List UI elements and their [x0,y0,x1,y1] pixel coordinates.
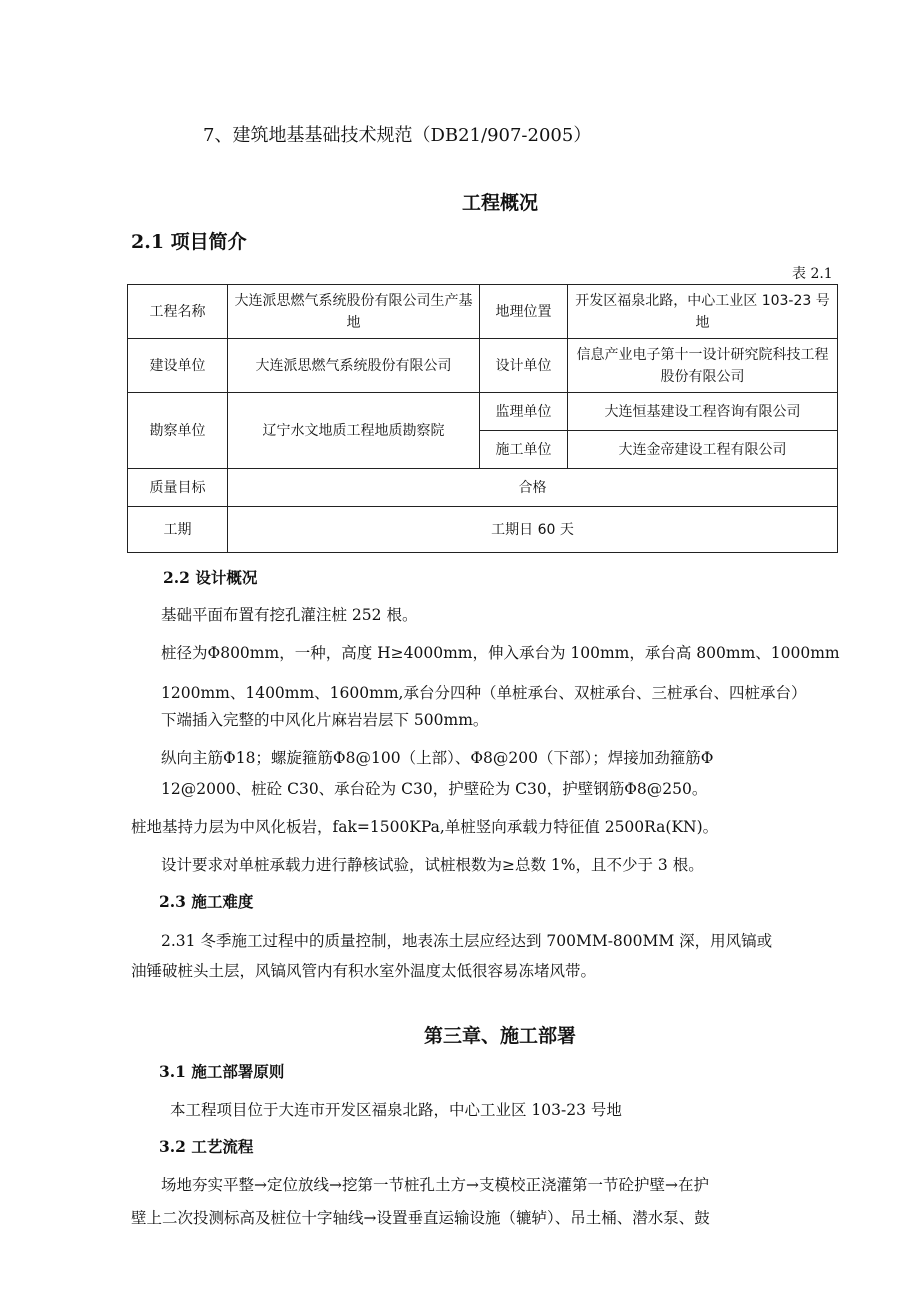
paragraph-line: 桩地基持力层为中风化板岩，fak=1500KPa,单桩竖向承载力特征值 2500Ra(KN)。 [131,818,719,836]
section-3-1-heading: 3.1 施工部署原则 [159,1062,285,1081]
table-cell: 建设单位 [128,339,228,393]
table-cell: 合格 [228,469,838,507]
section-2-2-heading: 2.2 设计概况 [163,568,258,587]
paragraph-line: 2.31 冬季施工过程中的质量控制，地表冻土层应经达到 700MM-800MM 深，用风镐或 [161,932,773,950]
table-row [128,339,838,393]
table-cell: 监理单位 [480,393,568,431]
table-cell: 勘察单位 [128,393,228,469]
table-row [128,285,838,339]
paragraph-line: 纵向主筋Φ18；螺旋箍筋Φ8@100（上部）、Φ8@200（下部）；焊接加劲箍筋Φ [161,749,714,767]
table-cell: 开发区福泉北路，中心工业区 103-23 号地 [568,285,838,339]
paragraph-line: 油锤破桩头土层，风镐风管内有积水室外温度太低很容易冻堵风带。 [131,962,597,980]
paragraph-line: 本工程项目位于大连市开发区福泉北路，中心工业区 103-23 号地 [170,1101,622,1119]
project-info-table [127,284,838,553]
paragraph-line: 1200mm、1400mm、1600mm,承台分四种（单桩承台、双桩承台、三桩承台、四桩承台） [161,684,807,702]
chapter-3-title: 第三章、施工部署 [423,1025,576,1047]
paragraph-line: 桩径为Φ800mm，一种，高度 H≥4000mm，伸入承台为 100mm，承台高 800mm、1000mm [161,644,840,662]
paragraph-line: 12@2000、桩砼 C30、承台砼为 C30，护壁砼为 C30，护壁钢筋Φ8@250。 [161,780,708,798]
table-cell: 大连派思燃气系统股份有限公司 [228,339,480,393]
table-cell: 信息产业电子第十一设计研究院科技工程股份有限公司 [568,339,838,393]
paragraph-line: 基础平面布置有挖孔灌注桩 252 根。 [161,606,418,624]
table-cell: 施工单位 [480,431,568,469]
paragraph-line: 设计要求对单桩承载力进行静核试验，试桩根数为≥总数 1%，且不少于 3 根。 [161,856,704,874]
table-cell: 工期日 60 天 [228,507,838,553]
table-cell: 地理位置 [480,285,568,339]
section-2-1-heading: 2.1 项目简介 [131,231,247,253]
paragraph-line: 下端插入完整的中风化片麻岩岩层下 500mm。 [161,711,489,729]
table-row [128,507,838,553]
table-cell: 大连恒基建设工程咨询有限公司 [568,393,838,431]
table-cell: 大连派思燃气系统股份有限公司生产基地 [228,285,480,339]
table-row [128,393,838,431]
table-row [128,469,838,507]
table-cell: 工期 [128,507,228,553]
table-cell: 工程名称 [128,285,228,339]
chapter-title-overview: 工程概况 [461,192,538,214]
reference-item-7: 7、建筑地基基础技术规范（DB21/907-2005） [203,125,592,146]
table-cell: 质量目标 [128,469,228,507]
paragraph-line: 壁上二次投测标高及桩位十字轴线→设置垂直运输设施（辘轳）、吊土桶、潜水泵、鼓 [131,1209,710,1227]
paragraph-line: 场地夯实平整→定位放线→挖第一节桩孔土方→支模校正浇灌第一节砼护壁→在护 [161,1176,709,1194]
table-cell: 设计单位 [480,339,568,393]
section-2-3-heading: 2.3 施工难度 [159,892,254,911]
table-label: 表 2.1 [792,266,833,282]
section-3-2-heading: 3.2 工艺流程 [159,1137,254,1156]
table-cell: 辽宁水文地质工程地质勘察院 [228,393,480,469]
table-cell: 大连金帝建设工程有限公司 [568,431,838,469]
